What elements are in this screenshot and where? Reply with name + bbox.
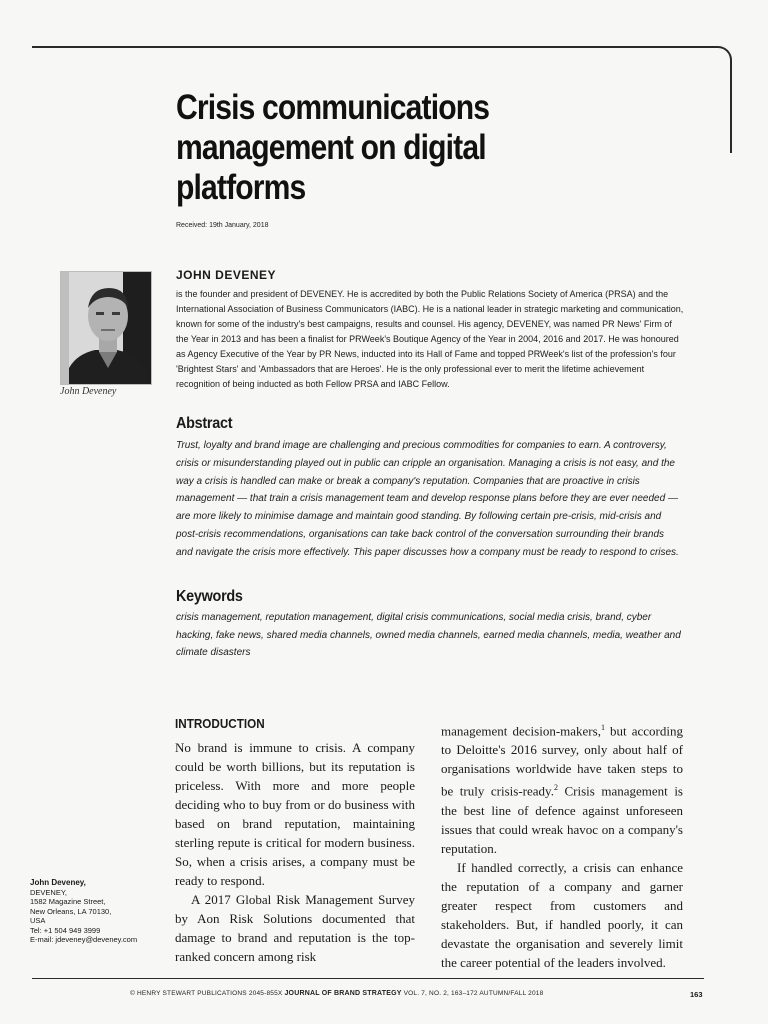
introduction-heading: INTRODUCTION [175,716,265,731]
author-contact [30,878,137,945]
intro-paragraph-4: If handled correctly, a crisis can enhance the reputation of a company and garner greater respect from customers and stakeholders. But, if handled poorly, it can devastate the organisation and severely limit the career potential of the leaders involved. [441,859,683,970]
body-column-right [441,718,683,972]
intro-paragraph-3-part-c: Crisis management is the best line of defence against unforeseen issues that could wreak havoc on a company's reputation. [441,783,683,856]
footer-issue: VOL. 7, NO. 2, 163–172 AUTUMN/FALL 2018 [403,990,544,997]
intro-paragraph-2: A 2017 Global Risk Management Survey by Aon Risk Solutions documented that damage to brand and reputation is the top-ranked concern among risk [175,892,415,964]
author-bio: is the founder and president of DEVENEY. He is accredited by both the Public Relations Society of America (PRSA) and the International Association of Business Communicators (IABC). He is a national leader in strategic marketing and communication, known for some of the industry's best campaigns, results and counsel. His agency, DEVENEY, was named PR News' Firm of the Year in 2013 and has been a finalist for PRWeek's Boutique Agency of the Year in 2004, 2016 and 2017. He was honoured as Agency Executive of the Year by PR News, inducted into its Hall of Fame and topped PRWeek's list of the profession's four 'Brightest Stars' and 'Ambassadors that are Heroes'. He is the only professional ever to merit the lifetime achievement recognition of being inducted as both Fellow PRSA and IABC Fellow. [176,289,684,389]
contact-line: USA [30,916,46,925]
author-name: JOHN DEVENEY [176,268,277,282]
keywords-heading: Keywords [176,588,243,605]
footnote-ref-2[interactable]: 2 [553,783,558,793]
photo-caption: John Deveney [60,386,117,397]
contact-email[interactable]: E-mail: jdeveney@deveney.com [30,935,138,944]
intro-paragraph-3 [441,718,683,858]
author-portrait-image [61,272,151,384]
contact-line: 1582 Magazine Street, [30,897,106,906]
intro-paragraph-3-part-b: but according to Deloitte's 2016 survey, only about half of organisations worldwide have taken steps to be truly crisis-ready. [441,723,683,799]
author-photo [60,271,152,385]
article-title: Crisis communications management on digital platforms [176,88,490,207]
received-date: Received: 19th January, 2018 [176,222,269,229]
intro-paragraph-3-part-a: management decision-makers, [441,723,601,739]
contact-phone: Tel: +1 504 949 3999 [30,925,101,935]
body-column-left [175,738,415,966]
top-rule [32,46,712,48]
footer-journal-name: JOURNAL OF BRAND STRATEGY [284,990,402,997]
footnote-ref-1[interactable]: 1 [600,723,605,732]
abstract-text: Trust, loyalty and brand image are challenging and precious commodities for companies to earn. A controversy, crisis or misunderstanding played out in public can cripple an organisation. Managing a crisis is not easy, and the way a crisis is handled can make or break a company's reputation. Companies that are proactive in crisis management — that train a crisis management team and develop response plans before they are ever needed — are more likely to minimise damage and maintain good standing. By following certain pre-crisis, mid-crisis and post-crisis recommendations, organisations can take back control of the conversation surrounding their brands and navigate the crisis more effectively. This paper discusses how a company must be ready to respond to crises. [176,440,679,558]
contact-line: DEVENEY, [30,887,67,897]
footer-citation [130,990,543,997]
contact-line: New Orleans, LA 70130, [30,906,112,916]
abstract-heading: Abstract [176,415,233,432]
contact-name: John Deveney, [30,878,86,887]
intro-paragraph-1: No brand is immune to crisis. A company could be worth billions, but its reputation is priceless. With more and more people deciding who to buy from or do business with based on brand reputation, maintaining sterling repute is critical for modern business. So, when a crisis arises, a company must be ready to respond. [175,740,415,888]
top-rule-corner [700,46,732,153]
footer-rule [32,978,704,979]
keywords-text: crisis management, reputation management, digital crisis communications, social media crisis, brand, cyber hacking, fake news, shared media channels, owned media channels, earned media channels, media, weather and climate disasters [176,612,681,658]
page-number: 163 [690,990,703,999]
footer-publisher: © HENRY STEWART PUBLICATIONS 2045-855X [130,990,283,997]
